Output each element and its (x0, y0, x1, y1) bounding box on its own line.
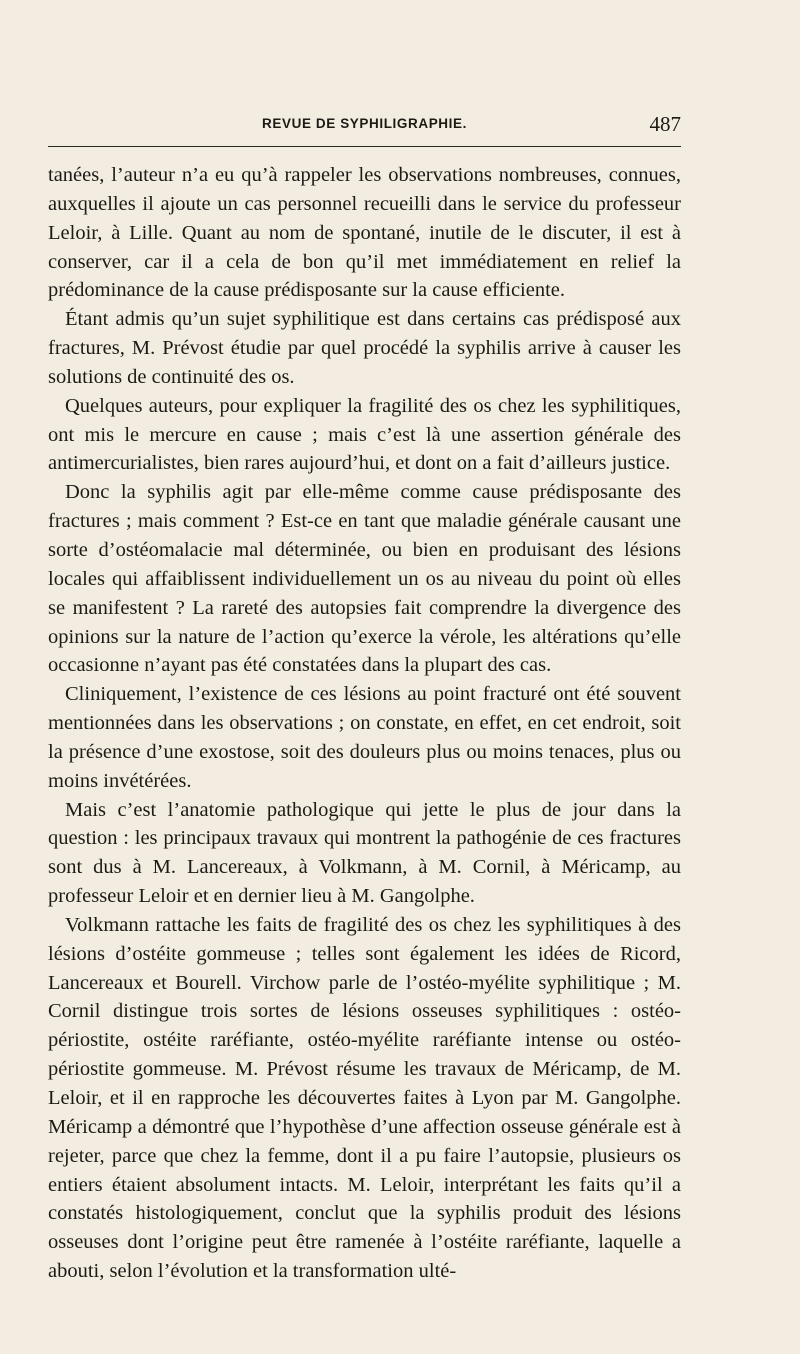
header-rule (48, 146, 681, 147)
paragraph: Donc la syphilis agit par elle-même comme cause prédisposante des fractures ; mais comment ? Est-ce en tant que maladie générale causant une sorte d’ostéomalacie mal déterminée, ou bien en produisant des lésions locales qui affaiblissent individuellement un os au niveau du point où elles se manifestent ? La rareté des autopsies fait comprendre la divergence des opinions sur la nature de l’action qu’exerce la vérole, les altérations qu’elle occasionne n’ayant pas été constatées dans la plupart des cas. (48, 481, 681, 677)
page-number: 487 (649, 112, 681, 136)
paragraph: Mais c’est l’anatomie pathologique qui jette le plus de jour dans la question : les principaux travaux qui montrent la pathogénie de ces fractures sont dus à M. Lancereaux, à Volkmann, à M. Cornil, à Méricamp, au professeur Leloir et en dernier lieu à M. Gangolphe. (48, 798, 681, 908)
body-text (48, 161, 681, 1286)
paragraph: Volkmann rattache les faits de fragilité des os chez les syphilitiques à des lésions d’ostéite gommeuse ; telles sont également les idées de Ricord, Lancereaux et Bourell. Virchow parle de l’ostéo-myélite syphilitique ; M. Cornil distingue trois sortes de lésions osseuses syphilitiques : ostéo-périostite, ostéite raréfiante, ostéo-myélite raréfiante intense ou ostéo-périostite gommeuse. M. Prévost résume les travaux de Méricamp, de M. Leloir, et il en rapproche les découvertes faites à Lyon par M. Gangolphe. Méricamp a démontré que l’hypothèse d’une affection osseuse générale est à rejeter, parce que chez la femme, dont il a pu faire l’autopsie, plusieurs os entiers étaient absolument intacts. M. Leloir, interprétant les faits qu’il a constatés histologiquement, conclut que la syphilis produit des lésions osseuses dont l’origine peut être ramenée à l’ostéite raréfiante, laquelle a abouti, selon l’évolution et la transformation ulté- (48, 913, 681, 1283)
paragraph: Cliniquement, l’existence de ces lésions au point fracturé ont été souvent mentionnées dans les observations ; on constate, en effet, en cet endroit, soit la présence d’une exostose, soit des douleurs plus ou moins tenaces, plus ou moins invétérées. (48, 683, 681, 792)
running-title: REVUE DE SYPHILIGRAPHIE. (262, 116, 467, 131)
paragraph: Quelques auteurs, pour expliquer la fragilité des os chez les syphilitiques, ont mis le mercure en cause ; mais c’est là une assertion générale des antimercurialistes, bien rares aujourd’hui, et dont on a fait d’ailleurs justice. (48, 394, 681, 475)
page-header (48, 112, 681, 136)
paragraph: tanées, l’auteur n’a eu qu’à rappeler les observations nombreuses, connues, auxquelles il ajoute un cas personnel recueilli dans le service du professeur Leloir, à Lille. Quant au nom de spontané, inutile de le discuter, il est à conserver, car il a cela de bon qu’il met immédiatement en relief la prédominance de la cause prédisposante sur la cause efficiente. (48, 164, 681, 302)
paragraph: Étant admis qu’un sujet syphilitique est dans certains cas prédisposé aux fractures, M. Prévost étudie par quel procédé la syphilis arrive à causer les solutions de continuité des os. (48, 308, 681, 388)
